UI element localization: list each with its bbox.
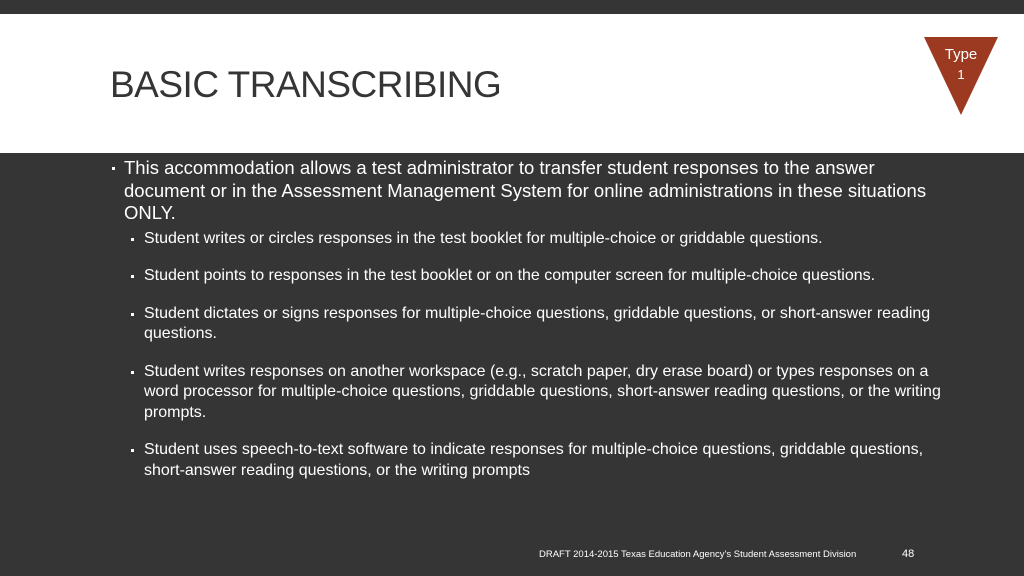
type-badge [924,37,998,115]
top-bar [0,0,1024,14]
badge-number: 1 [957,67,965,82]
sub-bullet-item: Student writes responses on another workspace (e.g., scratch paper, dry erase board) or types responses on a word processor for multiple-choice questions, griddable questions, short-answer reading questions, or the writing prompts. [128,362,958,424]
footer-text: DRAFT 2014-2015 Texas Education Agency's Student Assessment Division [539,549,857,560]
main-bullet: This accommodation allows a test administrator to transfer student responses to the answer document or in the Assessment Management System for online administrations in these situations ONLY. [108,157,958,225]
slide-title: BASIC TRANSCRIBING [110,64,502,105]
sub-bullet-item: Student points to responses in the test booklet or on the computer screen for multiple-choice questions. [128,266,958,287]
page-number: 48 [902,548,915,560]
sub-bullet-item: Student dictates or signs responses for multiple-choice questions, griddable questions, or short-answer reading questions. [128,304,958,345]
sub-bullet-item: Student writes or circles responses in the test booklet for multiple-choice or griddable questions. [128,229,958,250]
sub-bullet-item: Student uses speech-to-text software to indicate responses for multiple-choice questions, griddable questions, short-answer reading questions, or the writing prompts [128,440,958,481]
badge-label: Type [944,46,978,63]
sub-bullet-list [128,229,958,482]
slide-content [108,157,958,498]
